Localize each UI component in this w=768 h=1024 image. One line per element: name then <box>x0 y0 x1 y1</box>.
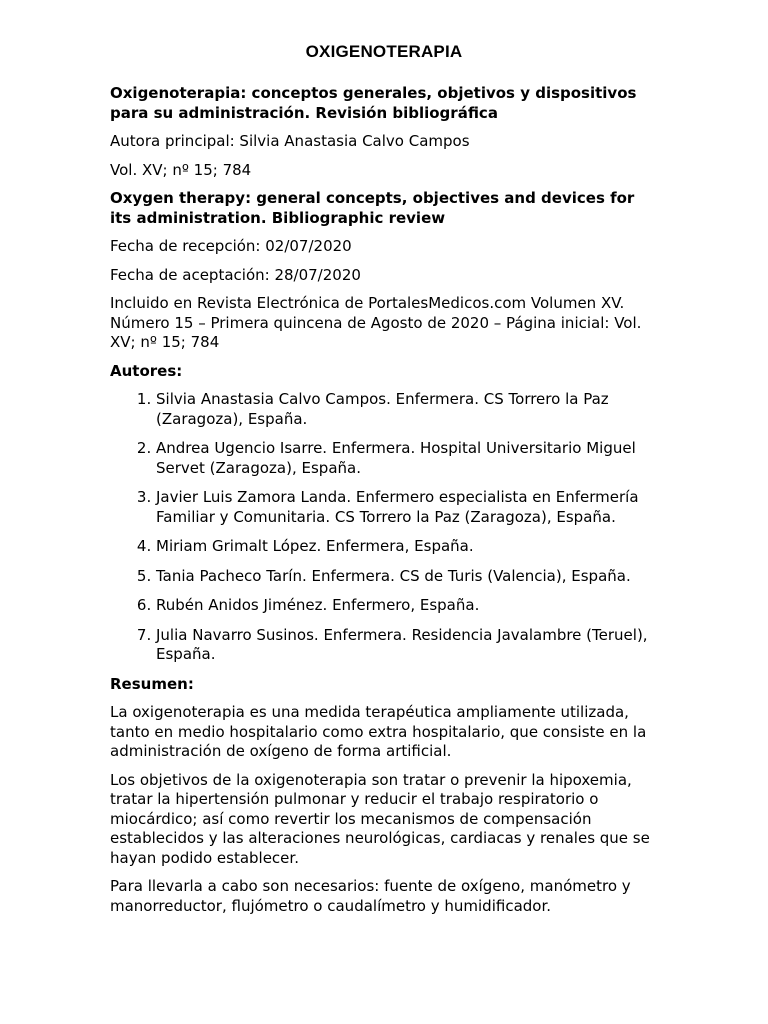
author-item: 5. Tania Pacheco Tarín. Enfermera. CS de Turis (Valencia), España. <box>156 567 658 587</box>
author-item: 6. Rubén Anidos Jiménez. Enfermero, España. <box>156 596 658 616</box>
document-heading: OXIGENOTERAPIA <box>305 42 463 61</box>
authors-list <box>110 390 658 665</box>
volume-reference: Vol. XV; nº 15; 784 <box>110 160 252 179</box>
abstract-paragraph: Para llevarla a cabo son necesarios: fuente de oxígeno, manómetro y manorreductor, flujómetro o caudalímetro y humidificador. <box>110 877 631 915</box>
authors-heading: Autores: <box>110 361 183 380</box>
author-item: 2. Andrea Ugencio Isarre. Enfermera. Hospital Universitario Miguel Servet (Zaragoza), España. <box>156 439 658 478</box>
document-page <box>110 40 658 925</box>
author-item: 7. Julia Navarro Susinos. Enfermera. Residencia Javalambre (Teruel), España. <box>156 626 658 665</box>
accepted-date: Fecha de aceptación: 28/07/2020 <box>110 265 361 284</box>
main-author: Autora principal: Silvia Anastasia Calvo Campos <box>110 132 470 150</box>
abstract-heading: Resumen: <box>110 674 194 693</box>
author-item: 3. Javier Luis Zamora Landa. Enfermero especialista en Enfermería Familiar y Comunitaria. CS Torrero la Paz (Zaragoza), España. <box>156 488 658 527</box>
abstract-paragraph: La oxigenoterapia es una medida terapéutica ampliamente utilizada, tanto en medio hospitalario como extra hospitalario, que consiste en la administración de oxígeno de forma artificial. <box>110 703 647 760</box>
author-item: 4. Miriam Grimalt López. Enfermera, España. <box>156 537 658 557</box>
article-title-english: Oxygen therapy: general concepts, objectives and devices for its administration. Bibliographic review <box>110 189 635 227</box>
abstract-paragraph: Los objetivos de la oxigenoterapia son tratar o prevenir la hipoxemia, tratar la hipertensión pulmonar y reducir el trabajo respiratorio o miocárdico; así como revertir los mecanismos de compensación establecidos y las alteraciones neurológicas, cardiacas y renales que se hayan podido establecer. <box>110 770 650 867</box>
author-item: 1. Silvia Anastasia Calvo Campos. Enfermera. CS Torrero la Paz (Zaragoza), España. <box>156 390 658 429</box>
article-title-spanish: Oxigenoterapia: conceptos generales, objetivos y dispositivos para su administración. Revisión bibliográfica <box>110 84 637 122</box>
received-date: Fecha de recepción: 02/07/2020 <box>110 237 352 255</box>
publication-info: Incluido en Revista Electrónica de PortalesMedicos.com Volumen XV. Número 15 – Primera quincena de Agosto de 2020 – Página inicial: Vol. XV; nº 15; 784 <box>110 294 642 351</box>
